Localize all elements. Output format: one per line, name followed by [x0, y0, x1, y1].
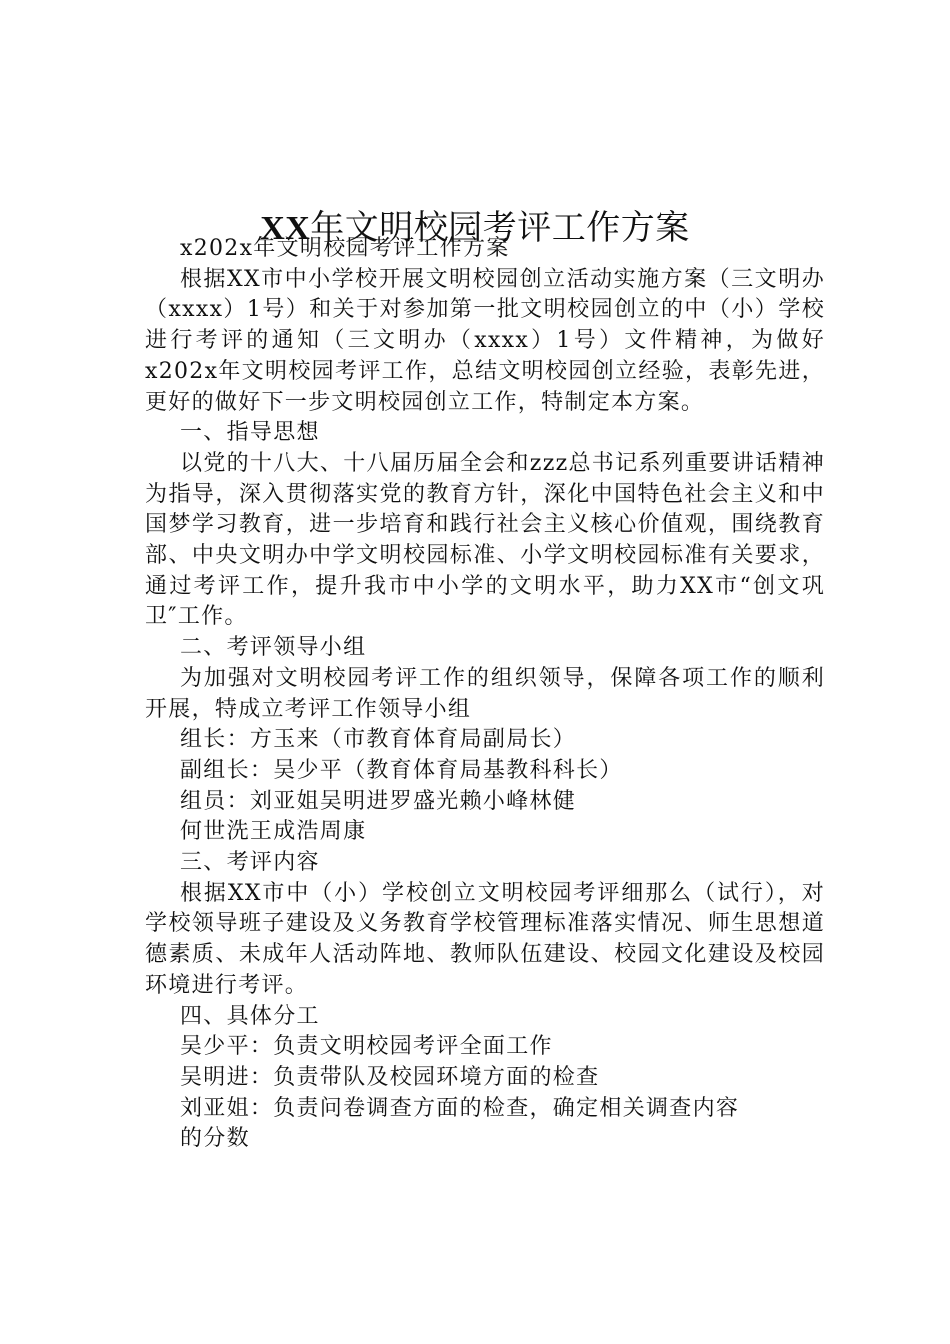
group-leader-line: 组长：方玉来（市教育体育局副局长） [180, 727, 577, 753]
title-prefix: XX [260, 209, 311, 247]
duty-line: 刘亚姐：负责问卷调查方面的检查，确定相关调查内容 [180, 1095, 740, 1121]
leadership-group-paragraph: 为加强对文明校园考评工作的组织领导，保障各项工作的顺利开展，特成立考评工作领导小组 [145, 665, 825, 722]
section-heading-evaluation-content: 三、考评内容 [180, 850, 320, 876]
intro-paragraph: 根据XX市中小学校开展文明校园创立活动实施方案（三文明办（xxxx）1号）和关于对参加第一批文明校园创立的中（小）学校进行考评的通知（三文明办（xxxx）1号）文件精神，为做好x202x年文明校园考评工作，总结文明校园创立经验，表彰先进，更好的做好下一步文明校园创立工作，特制定本方案。 [145, 266, 825, 415]
evaluation-content-paragraph: 根据XX市中（小）学校创立文明校园考评细那么（试行），对学校领导班子建设及义务教育学校管理标准落实情况、师生思想道德素质、未成年人活动阵地、教师队伍建设、校园文化建设及校园环境进行考评。 [145, 880, 825, 998]
section-heading-guiding-ideology: 一、指导思想 [180, 420, 320, 446]
deputy-leader-line: 副组长：吴少平（教育体育局基教科科长） [180, 757, 623, 783]
duty-line: 吴少平：负责文明校园考评全面工作 [180, 1034, 553, 1060]
section-heading-leadership-group: 二、考评领导小组 [180, 635, 367, 661]
duty-line-continued: 的分数 [180, 1126, 250, 1152]
guiding-ideology-paragraph: 以党的十八大、十八届历届全会和zzz总书记系列重要讲话精神为指导，深入贯彻落实党的教育方针，深化中国特色社会主义和中国梦学习教育，进一步培育和践行社会主义核心价值观，围绕教育部、中央文明办中学文明校园标准、小学文明校园标准有关要求，通过考评工作，提升我市中小学的文明水平，助力XX市“创文巩卫″工作。 [145, 450, 825, 630]
document-body [145, 234, 825, 1155]
section-heading-division-of-work: 四、具体分工 [180, 1003, 320, 1029]
title-rest: 年文明校园考评工作方案 [310, 207, 690, 248]
members-line: 组员：刘亚姐吴明进罗盛光赖小峰林健 [180, 788, 577, 814]
subtitle-paragraph: x202x年文明校园考评工作方案 [180, 236, 510, 261]
members-line-continued: 何世洗王成浩周康 [180, 819, 367, 845]
duty-line: 吴明进：负责带队及校园环境方面的检查 [180, 1064, 600, 1090]
